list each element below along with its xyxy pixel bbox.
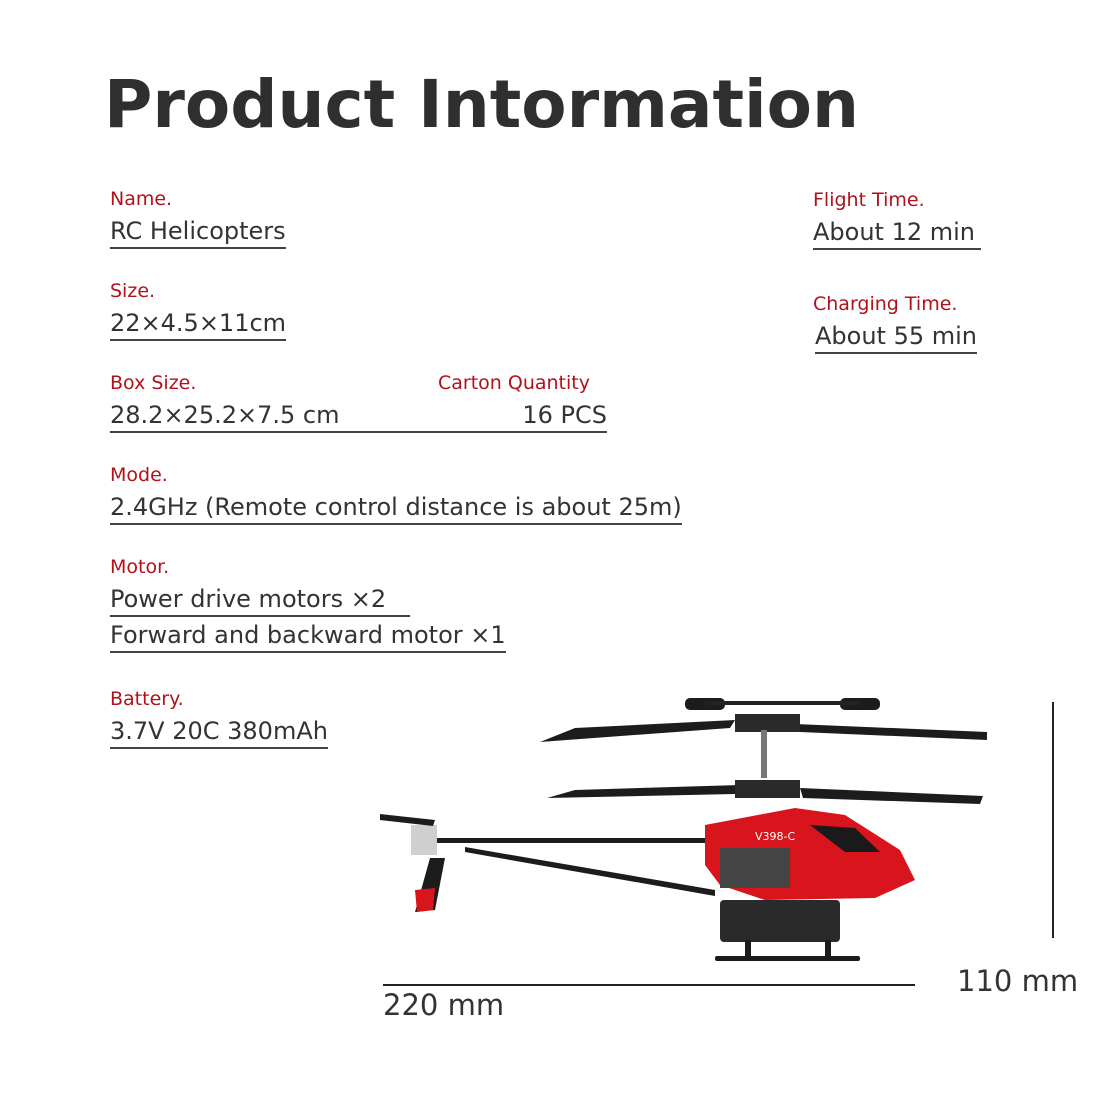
- height-dimension-line: [1052, 702, 1054, 938]
- motor-label: Motor.: [110, 556, 170, 578]
- length-dimension-line: [383, 984, 915, 986]
- upper-rotor-hub: [735, 714, 800, 732]
- mode-label: Mode.: [110, 464, 168, 486]
- box-size-value: 28.2×25.2×7.5 cm: [110, 401, 340, 429]
- engine-block: [720, 848, 790, 888]
- upper-blade-left: [540, 720, 735, 742]
- helicopter-image: [375, 690, 1000, 970]
- tail-strut: [465, 847, 715, 896]
- motor-value-2: Forward and backward motor ×1: [110, 620, 506, 653]
- skid-leg-rear: [825, 940, 831, 958]
- model-text: V398-C: [755, 830, 796, 843]
- upper-blade-right: [795, 724, 987, 740]
- charging-time-value: About 55 min: [815, 321, 977, 354]
- missile-launcher: [720, 900, 840, 942]
- size-value: 22×4.5×11cm: [110, 308, 286, 341]
- tail-fin-tip: [415, 888, 435, 912]
- battery-label: Battery.: [110, 688, 184, 710]
- lower-blade-right: [800, 788, 983, 804]
- charging-time-label: Charging Time.: [813, 293, 958, 315]
- box-size-row: [110, 400, 607, 433]
- landing-skid: [715, 956, 860, 961]
- motor-value-1: Power drive motors ×2: [110, 584, 410, 617]
- tail-motor: [411, 825, 437, 855]
- rotor-shaft: [761, 730, 767, 778]
- carton-quantity-label: Carton Quantity: [438, 372, 590, 394]
- name-value: RC Helicopters: [110, 216, 286, 249]
- size-label: Size.: [110, 280, 156, 302]
- flight-time-label: Flight Time.: [813, 189, 925, 211]
- carton-quantity-value: 16 PCS: [522, 401, 607, 429]
- mode-value: 2.4GHz (Remote control distance is about 25m): [110, 492, 682, 525]
- length-dimension-text: 220 mm: [383, 988, 505, 1022]
- tail-rotor: [380, 814, 435, 826]
- box-size-label: Box Size.: [110, 372, 197, 394]
- lower-rotor-hub: [735, 780, 800, 798]
- skid-leg-front: [745, 940, 751, 958]
- flybar: [705, 701, 860, 705]
- flight-time-value: About 12 min: [813, 217, 981, 250]
- battery-value: 3.7V 20C 380mAh: [110, 716, 328, 749]
- height-dimension-text: 110 mm: [957, 964, 1079, 998]
- lower-blade-left: [547, 785, 740, 798]
- page-title: Product Intormation: [104, 66, 859, 143]
- name-label: Name.: [110, 188, 173, 210]
- tail-boom: [435, 838, 725, 843]
